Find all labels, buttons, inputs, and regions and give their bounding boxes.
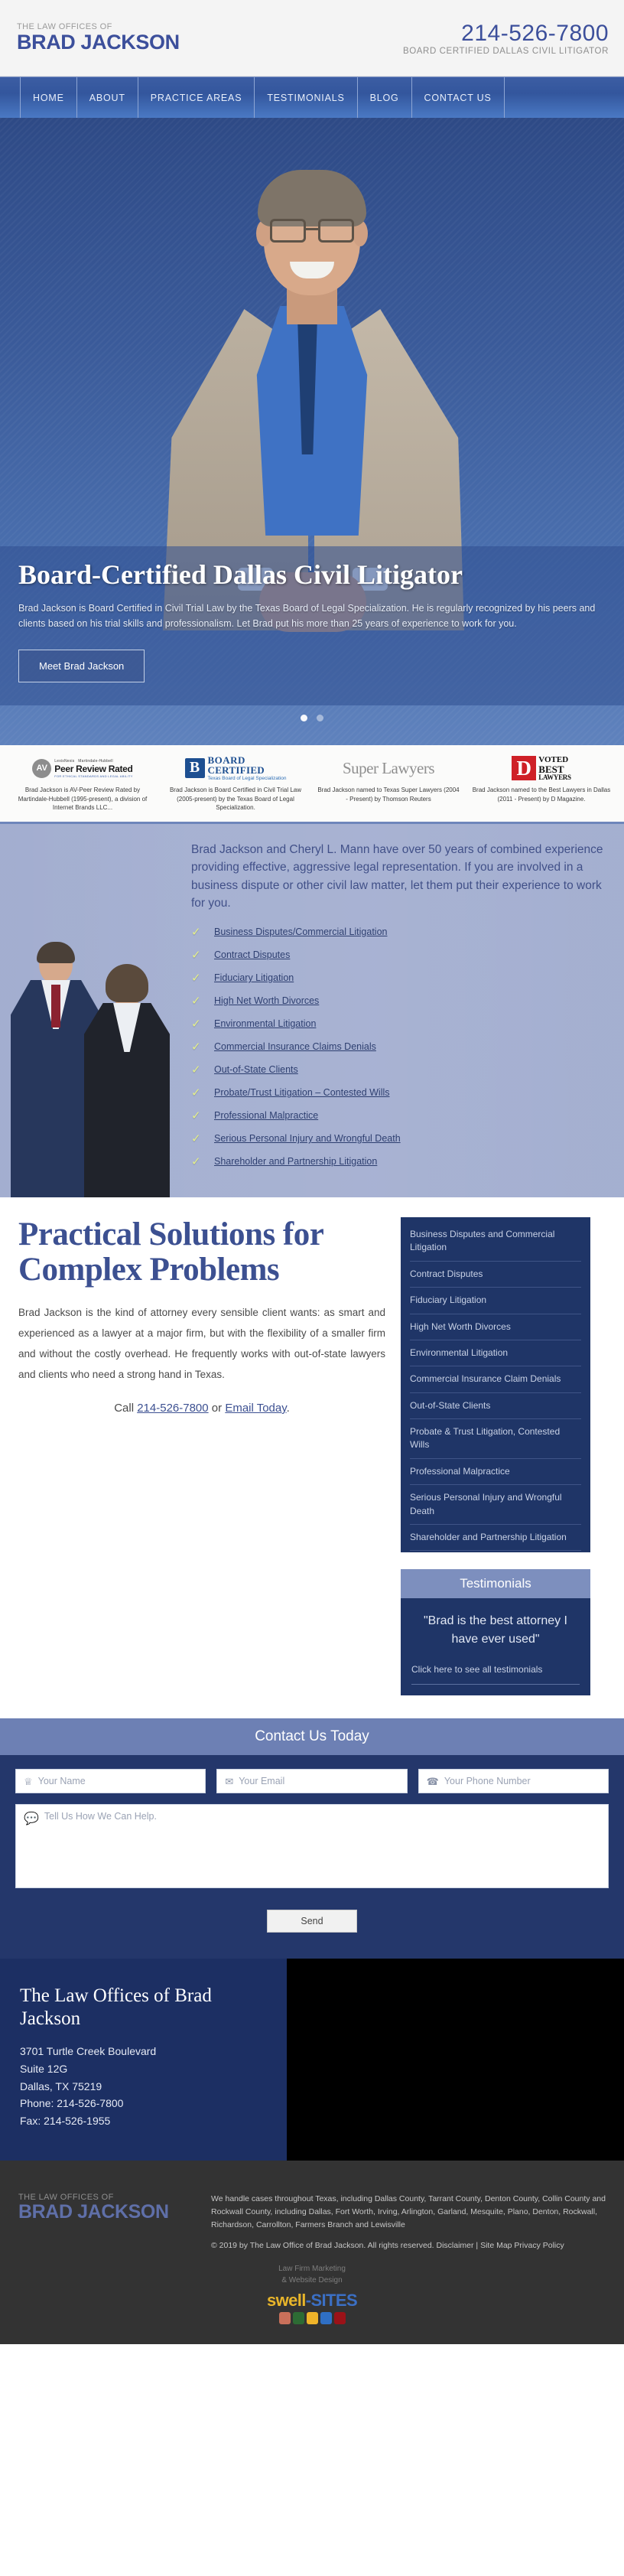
list-item[interactable]	[191, 1132, 606, 1145]
cta-email-link[interactable]: Email Today	[225, 1401, 287, 1415]
board-certified-line2: CERTIFIED	[207, 764, 265, 777]
sidebar-item-high-net-worth-divorces[interactable]: High Net Worth Divorces	[410, 1314, 581, 1340]
practice-link[interactable]: Environmental Litigation	[214, 1018, 317, 1029]
swell-brand-first: swell	[266, 2290, 306, 2310]
practice-link[interactable]: Business Disputes/Commercial Litigation	[214, 926, 388, 937]
practice-areas-sidebar	[401, 1217, 590, 1552]
badge-brand-lexisnexis: LexisNexis	[54, 758, 75, 764]
list-item[interactable]	[191, 1154, 606, 1168]
check-icon: ✓	[191, 925, 201, 939]
user-icon: ♕	[24, 1775, 33, 1787]
sidebar-item-commercial-insurance[interactable]: Commercial Insurance Claim Denials	[410, 1366, 581, 1392]
badge-brand-martindale: Martindale-Hubbell	[78, 758, 113, 764]
main-navigation	[0, 77, 624, 118]
phone-icon: ☎	[426, 1775, 439, 1787]
sidebar-item-fiduciary-litigation[interactable]: Fiduciary Litigation	[410, 1288, 581, 1314]
check-icon: ✓	[191, 1086, 201, 1099]
super-lawyers-wordmark: Super Lawyers	[342, 758, 435, 777]
site-footer	[0, 2161, 624, 2260]
badge-caption: Brad Jackson is Board Certified in Civil Trial Law (2005-present) by the Texas Board of Legal Specialization.	[169, 786, 302, 812]
swatch-1	[279, 2312, 291, 2324]
swell-color-swatches	[0, 2312, 624, 2324]
av-title: Peer Review Rated	[54, 763, 133, 774]
list-item[interactable]	[191, 971, 606, 985]
email-input[interactable]	[239, 1776, 398, 1786]
address-phone: Phone: 214-526-7800	[20, 2097, 124, 2110]
header-phone-block	[403, 21, 609, 56]
swell-sites-logo[interactable]	[0, 2291, 624, 2324]
swatch-3	[307, 2312, 318, 2324]
logo-tagline: THE LAW OFFICES OF	[17, 22, 112, 32]
badge-caption: Brad Jackson named to Texas Super Lawyers (2004 - Present) by Thomson Reuters	[317, 786, 460, 803]
list-item[interactable]	[191, 1017, 606, 1031]
av-mark-icon: AV	[32, 759, 51, 778]
sidebar-item-personal-injury[interactable]: Serious Personal Injury and Wrongful Death	[410, 1485, 581, 1525]
call-to-action-line	[18, 1402, 385, 1415]
practice-link[interactable]: High Net Worth Divorces	[214, 995, 320, 1006]
sidebar-item-probate-trust[interactable]: Probate & Trust Litigation, Contested Wills	[410, 1419, 581, 1459]
badge-super-lawyers[interactable]	[312, 753, 465, 813]
speech-bubble-icon: 💬	[24, 1812, 39, 1826]
list-item[interactable]	[191, 994, 606, 1008]
cta-middle: or	[208, 1401, 226, 1415]
footer-logo[interactable]	[18, 2177, 194, 2252]
intro-section	[0, 824, 624, 1197]
check-icon: ✓	[191, 1063, 201, 1076]
badge-av-peer-review[interactable]	[6, 753, 159, 813]
practice-link[interactable]: Serious Personal Injury and Wrongful Death	[214, 1132, 401, 1144]
sidebar-item-shareholder-partnership[interactable]: Shareholder and Partnership Litigation	[410, 1525, 581, 1551]
board-certified-logo	[164, 753, 307, 783]
practice-link[interactable]: Probate/Trust Litigation – Contested Wills	[214, 1086, 390, 1098]
sidebar-item-business-disputes[interactable]: Business Disputes and Commercial Litigation	[410, 1222, 581, 1262]
address-suite: Suite 12G	[20, 2062, 68, 2075]
footer-logo-name: BRAD JACKSON	[18, 2200, 169, 2223]
sidebar-item-contract-disputes[interactable]: Contract Disputes	[410, 1262, 581, 1288]
d-magazine-logo	[470, 753, 613, 783]
footer-text-block	[211, 2177, 606, 2252]
main-right-column	[401, 1217, 590, 1695]
super-lawyers-logo	[317, 753, 460, 783]
testimonials-body	[401, 1598, 590, 1695]
hero-text-overlay	[0, 546, 624, 705]
header-phone-number[interactable]: 214-526-7800	[461, 20, 609, 46]
practice-link[interactable]: Commercial Insurance Claims Denials	[214, 1040, 376, 1052]
swatch-5	[334, 2312, 346, 2324]
nav-item-practice-areas[interactable]: PRACTICE AREAS	[138, 77, 255, 118]
badge-caption: Brad Jackson named to the Best Lawyers in Dallas (2011 - Present) by D Magazine.	[472, 786, 611, 803]
sidebar-item-environmental-litigation[interactable]: Environmental Litigation	[410, 1340, 581, 1366]
d-line2: BEST	[538, 763, 564, 775]
contact-section	[0, 1718, 624, 1959]
nav-item-testimonials[interactable]: TESTIMONIALS	[255, 77, 357, 118]
address-and-map	[0, 1959, 624, 2160]
phone-field-wrapper[interactable]	[418, 1769, 609, 1793]
credentials-badges	[0, 745, 624, 824]
footer-copyright: © 2019 by The Law Office of Brad Jackson. All rights reserved. Disclaimer | Site Map Privacy Policy	[211, 2240, 564, 2250]
site-logo[interactable]	[17, 22, 180, 53]
message-textarea[interactable]	[44, 1811, 600, 1881]
testimonial-quote: "Brad is the best attorney I have ever used"	[424, 1614, 567, 1646]
hero-slider-dots[interactable]	[0, 712, 624, 725]
address-street: 3701 Turtle Creek Boulevard	[20, 2045, 157, 2058]
swell-brand-second: -SITES	[305, 2290, 358, 2310]
hero-subtitle: Brad Jackson is Board Certified in Civil Trial Law by the Texas Board of Legal Specialization. He is regularly recognized by his peers and clients based on his trial skills and professionalism. Let Brad put his more than 25 years of experience to work for you.	[18, 603, 596, 629]
name-field-wrapper[interactable]	[15, 1769, 206, 1793]
practice-link[interactable]: Out-of-State Clients	[214, 1063, 298, 1075]
send-button[interactable]: Send	[267, 1910, 357, 1933]
contact-heading: Contact Us Today	[0, 1718, 624, 1755]
practice-link[interactable]: Professional Malpractice	[214, 1109, 319, 1121]
check-icon: ✓	[191, 1109, 201, 1122]
board-certified-mark-icon: B	[185, 758, 205, 778]
badge-caption: Brad Jackson is AV-Peer Review Rated by Martindale-Hubbell (1995-present), a division of Internet Brands LLC...	[18, 786, 148, 812]
list-item[interactable]	[191, 948, 606, 962]
av-rule-text: FOR ETHICAL STANDARDS AND LEGAL ABILITY	[54, 773, 133, 778]
nav-item-blog[interactable]: BLOG	[358, 77, 412, 118]
practice-link[interactable]: Shareholder and Partnership Litigation	[214, 1155, 378, 1167]
nav-item-about[interactable]: ABOUT	[77, 77, 138, 118]
main-body-paragraph: Brad Jackson is the kind of attorney every sensible client wants: as smart and experienced as a lawyer at a major firm, but with the flexibility of a smaller firm and without the costly overhead. He frequently works with out-of-state lawyers and clients who need a strong hand in Texas.	[18, 1306, 385, 1380]
hero-dot-1[interactable]	[301, 715, 307, 721]
attorneys-photo	[0, 824, 180, 1197]
check-icon: ✓	[191, 994, 201, 1008]
cta-suffix: .	[286, 1401, 290, 1415]
contact-form	[0, 1755, 624, 1959]
hero-title: Board-Certified Dallas Civil Litigator	[18, 559, 463, 590]
main-left-column	[18, 1217, 385, 1695]
meet-brad-jackson-button[interactable]: Meet Brad Jackson	[18, 650, 145, 682]
badge-d-magazine[interactable]	[465, 753, 618, 813]
name-input[interactable]	[38, 1776, 198, 1786]
badge-board-certified[interactable]	[159, 753, 312, 813]
message-field-wrapper[interactable]	[15, 1804, 609, 1888]
main-content	[0, 1197, 624, 1718]
board-certified-line3: Texas Board of Legal Specialization	[207, 775, 287, 781]
office-name: The Law Offices of Brad Jackson	[20, 1985, 212, 2030]
check-icon: ✓	[191, 971, 201, 985]
cta-phone-link[interactable]: 214-526-7800	[137, 1401, 209, 1415]
address-fax: Fax: 214-526-1955	[20, 2114, 111, 2127]
d-line3: LAWYERS	[538, 773, 571, 781]
swatch-4	[320, 2312, 332, 2324]
sidebar-item-out-of-state-clients[interactable]: Out-of-State Clients	[410, 1393, 581, 1419]
list-item[interactable]	[191, 1109, 606, 1122]
footer-logo-tagline: THE LAW OFFICES OF	[18, 2192, 114, 2202]
cta-prefix: Call	[114, 1401, 138, 1415]
list-item[interactable]	[191, 925, 606, 939]
swatch-2	[293, 2312, 304, 2324]
credit-line-1: Law Firm Marketing	[278, 2264, 346, 2273]
testimonials-widget	[401, 1569, 590, 1695]
list-item[interactable]	[191, 1040, 606, 1054]
practice-link[interactable]: Fiduciary Litigation	[214, 972, 294, 983]
footer-service-area: We handle cases throughout Texas, including Dallas County, Tarrant County, Denton County, Collin County and Rockwall County, including Dallas, Fort Worth, Irving, Arlington, Garland, Mesquite, Plano, Denton, Rockwall, Richardson, Carrollton, Farmers Branch and Lewisville	[211, 2193, 606, 2229]
check-icon: ✓	[191, 1154, 201, 1168]
check-icon: ✓	[191, 948, 201, 962]
check-icon: ✓	[191, 1040, 201, 1054]
nav-item-contact-us[interactable]: CONTACT US	[412, 77, 505, 118]
board-certified-line1: BOARD	[207, 754, 245, 767]
envelope-icon: ✉	[225, 1775, 234, 1787]
d-magazine-mark-icon: D	[512, 756, 536, 780]
credit-line-2: & Website Design	[281, 2275, 343, 2285]
hero-dot-2[interactable]	[317, 715, 323, 721]
site-header	[0, 0, 624, 77]
testimonials-heading: Testimonials	[401, 1569, 590, 1598]
sidebar-item-professional-malpractice[interactable]: Professional Malpractice	[410, 1459, 581, 1485]
intro-paragraph: Brad Jackson and Cheryl L. Mann have over 50 years of combined experience providing effective, aggressive legal representation. If you are involved in a business dispute or other civil law matter, let them put their experience to work for you.	[191, 842, 603, 910]
list-item[interactable]	[191, 1086, 606, 1099]
page-title: Practical Solutions for Complex Problems	[18, 1216, 323, 1288]
list-item[interactable]	[191, 1063, 606, 1076]
office-address-block	[0, 1959, 287, 2160]
footer-credit	[0, 2260, 624, 2344]
practice-link[interactable]: Contract Disputes	[214, 949, 291, 960]
header-tagline: BOARD CERTIFIED DALLAS CIVIL LITIGATOR	[402, 46, 609, 56]
phone-input[interactable]	[444, 1776, 600, 1786]
hero-banner	[0, 118, 624, 745]
office-location-map[interactable]	[287, 1959, 624, 2160]
email-field-wrapper[interactable]	[216, 1769, 407, 1793]
address-city-state-zip: Dallas, TX 75219	[20, 2079, 102, 2092]
see-all-testimonials-link[interactable]: Click here to see all testimonials	[411, 1663, 580, 1685]
d-line1: VOTED	[538, 754, 569, 764]
practice-area-link-list	[191, 925, 606, 1168]
check-icon: ✓	[191, 1017, 201, 1031]
check-icon: ✓	[191, 1132, 201, 1145]
logo-name: BRAD JACKSON	[17, 31, 180, 54]
av-peer-review-logo	[11, 753, 154, 783]
nav-item-home[interactable]: HOME	[20, 77, 77, 118]
